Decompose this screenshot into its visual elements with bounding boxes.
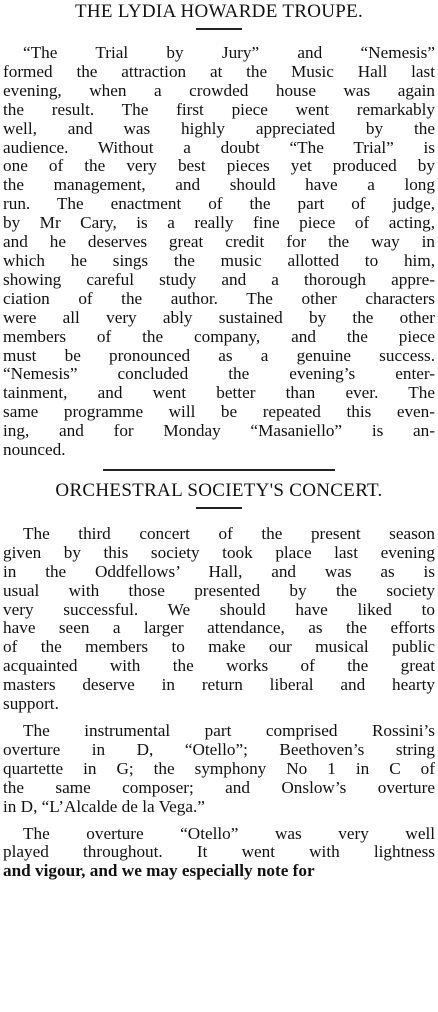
- text-line: support.: [3, 694, 59, 714]
- text-line: acquainted with the works of the great: [3, 656, 435, 676]
- text-line: have seen a larger attendance, as the efforts: [3, 618, 435, 638]
- text-line: and vigour, and we may especially note for: [3, 861, 315, 881]
- article-paragraph-3: [3, 825, 435, 882]
- article-paragraph-2: [3, 722, 435, 817]
- text-line: ciation of the author. The other characters: [3, 288, 435, 308]
- text-line: very successful. We should have liked to: [3, 599, 435, 619]
- text-line: which he sings the music allotted to him,: [3, 250, 435, 270]
- text-line: the same composer; and Onslow’s overture: [3, 777, 435, 797]
- text-line: formed the attraction at the Music Hall last: [3, 61, 435, 81]
- text-line: tainment, and went better than ever. The: [3, 383, 435, 403]
- text-line: evening, when a crowded house was again: [3, 80, 435, 100]
- text-line: played throughout. It went with lightness: [3, 842, 435, 862]
- text-line: members of the company, and the piece: [3, 326, 435, 346]
- text-line: and he deserves great credit for the way in: [3, 232, 435, 252]
- text-line: of the members to make our musical public: [3, 637, 435, 657]
- article-title-lydia-howarde: THE LYDIA HOWARDE TROUPE.: [74, 1, 364, 22]
- text-line: quartette in G; the symphony No 1 in C of: [3, 758, 435, 778]
- text-line: masters deserve in return liberal and hearty: [3, 675, 435, 695]
- text-line: overture in D, “Otello”; Beethoven’s string: [3, 739, 435, 759]
- text-line: showing careful study and a thorough appre-: [3, 269, 435, 289]
- text-line: the result. The first piece went remarkably: [3, 99, 435, 119]
- article-body-lydia-howarde: [3, 44, 435, 460]
- text-line: The overture “Otello” was very well: [23, 823, 435, 843]
- text-line: in D, “L’Alcalde de la Vega.”: [3, 796, 205, 816]
- text-line: “Nemesis” concluded the evening’s enter-: [3, 364, 435, 384]
- text-line: were all very ably sustained by the other: [3, 307, 435, 327]
- text-line: well, and was highly appreciated by the: [3, 118, 435, 138]
- text-line: same programme will be repeated this even-: [3, 402, 435, 422]
- text-line: usual with those presented by the society: [3, 580, 435, 600]
- text-line: the management, and should have a long: [3, 175, 435, 195]
- text-line: ing, and for Monday “Masaniello” is an-: [3, 421, 435, 441]
- text-line: The instrumental part comprised Rossini’s: [23, 721, 435, 740]
- text-line: nounced.: [3, 440, 66, 460]
- text-line: one of the very best pieces yet produced by: [3, 156, 435, 176]
- text-line: run. The enactment of the part of judge,: [3, 194, 435, 214]
- article-paragraph-1: [3, 525, 435, 714]
- title-rule: [196, 507, 242, 509]
- text-line: in the Oddfellows’ Hall, and was as is: [3, 561, 435, 581]
- title-rule: [196, 28, 242, 30]
- text-line: “The Trial by Jury” and “Nemesis”: [23, 43, 435, 62]
- text-line: by Mr Cary, is a really fine piece of acting,: [3, 213, 435, 233]
- text-line: given by this society took place last evening: [3, 542, 435, 562]
- text-line: The third concert of the present season: [23, 523, 435, 543]
- text-line: must be pronounced as a genuine success.: [3, 345, 435, 365]
- text-line: audience. Without a doubt “The Trial” is: [3, 137, 435, 157]
- article-title-orchestral-society: ORCHESTRAL SOCIETY'S CONCERT.: [55, 479, 383, 501]
